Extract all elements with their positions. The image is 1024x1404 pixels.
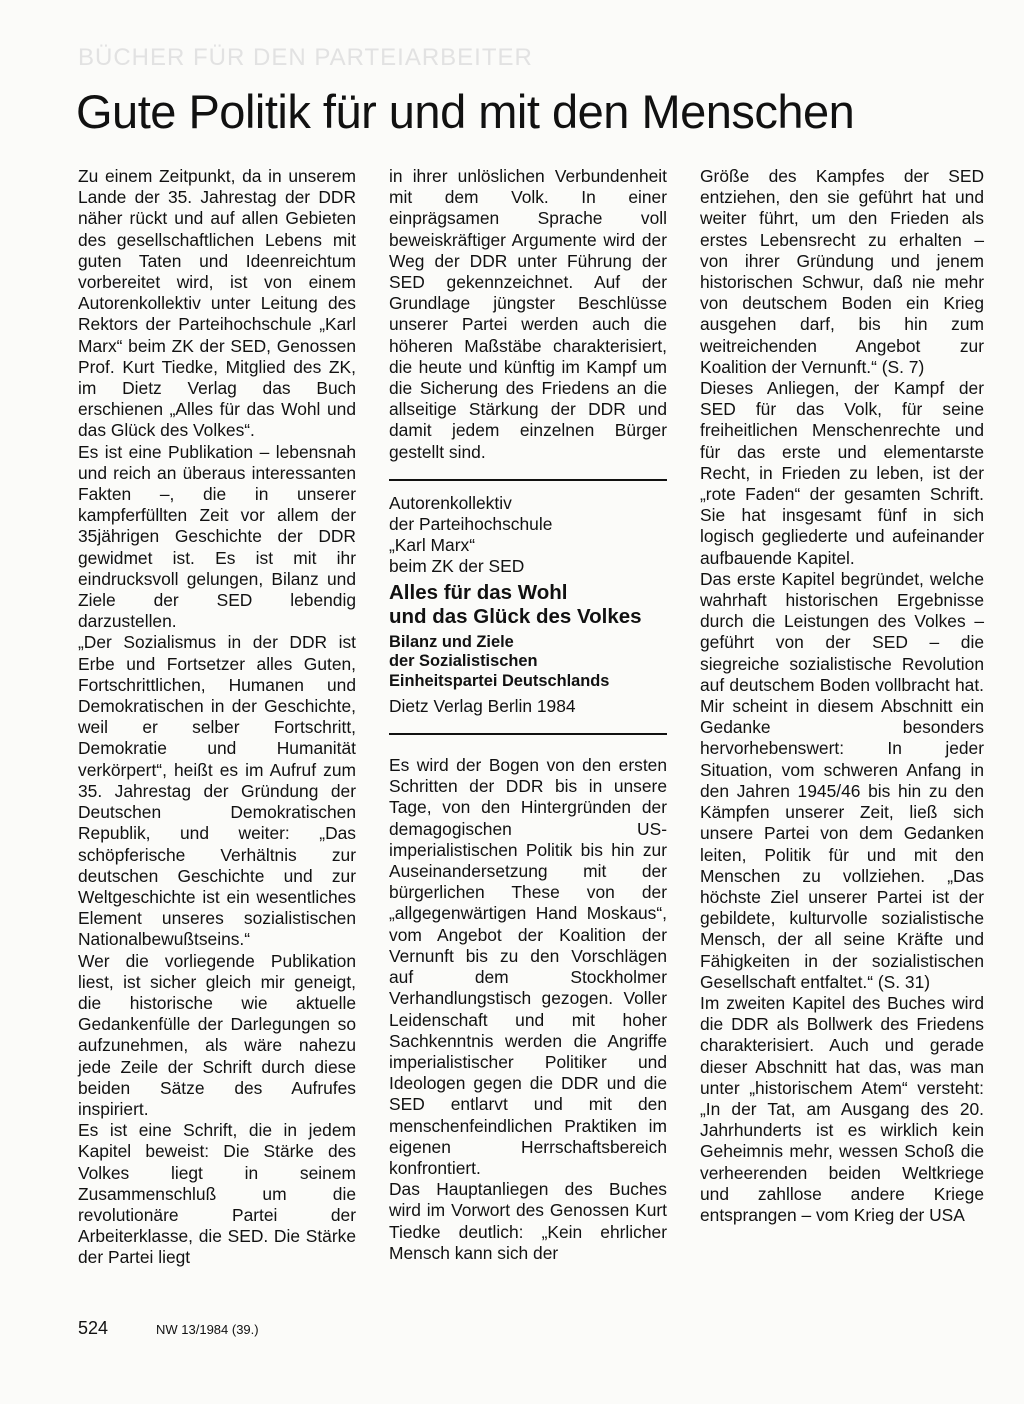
paragraph: Zu einem Zeitpunkt, da in unserem Lande der 35. Jahrestag der DDR näher rückt und auf allen Gebieten des gesellschaftlichen Lebens mit guten Taten und Ideenreichtum vorbereitet wird, ist von einem Autorenkollektiv unter Leitung des Rektors der Parteihochschule „Karl Marx“ beim ZK der SED, Genossen Prof. Kurt Tiedke, Mitglied des ZK, im Dietz Verlag das Buch erschienen „Alles für das Wohl und das Glück des Volkes“. bbox=[78, 166, 356, 441]
book-author-line: beim ZK der SED bbox=[389, 555, 525, 576]
book-subtitle-line: der Sozialistischen bbox=[389, 652, 538, 671]
book-title-line: Alles für das Wohl bbox=[389, 580, 568, 604]
paragraph: Es ist eine Publikation – lebensnah und reich an überaus interessanten Fakten –, die in unserer kampferfüllten Zeit vor allem der 35jährigen Geschichte der DDR gewidmet ist. Es ist mit ihr eindrucksvoll gelungen, Bilanz und Ziele der SED lebendig darzustellen. bbox=[78, 441, 356, 632]
book-title bbox=[389, 581, 667, 629]
text-column-1 bbox=[78, 166, 356, 1269]
book-subtitle-line: Einheitspartei Deutschlands bbox=[389, 671, 610, 690]
paragraph: Es wird der Bogen von den ersten Schritten der DDR bis in unsere Tage, von den Hintergründen der demagogischen US-imperialistischen Politik bis hin zur Auseinandersetzung mit der bürgerlichen These von der „allgegenwärtigen Hand Moskaus“, vom Angebot der Koalition der Vernunft bis zu den Vorschlägen auf dem Stockholmer Verhandlungstisch gezogen. Voller Leidenschaft und mit hoher Sachkenntnis werden die Angriffe imperialistischer Politiker und Ideologen gegen die DDR und die SED entlarvt und mit den menschenfeindlichen Praktiken im eigenen Herrschaftsbereich konfrontiert. bbox=[389, 755, 667, 1178]
paragraph: Dieses Anliegen, der Kampf der SED für das Volk, für seine freiheitlichen Menschenrechte und für das erste und elementarste Recht, in Frieden zu leben, ist der „rote Faden“ der gesamten Schrift. Sie hat insgesamt fünf in sich logisch gegliederte und aufeinander aufbauende Kapitel. bbox=[700, 378, 984, 568]
book-author-line: „Karl Marx“ bbox=[389, 534, 475, 555]
text-column-2 bbox=[389, 166, 667, 1264]
paragraph: Es ist eine Schrift, die in jedem Kapitel beweist: Die Stärke des Volkes liegt in seinem Zusammenschluß um die revolutionäre Partei der Arbeiterklasse, die SED. Die Stärke der Partei liegt bbox=[78, 1120, 356, 1268]
book-subtitle-line: Bilanz und Ziele bbox=[389, 632, 514, 651]
paragraph: in ihrer unlöslichen Verbundenheit mit dem Volk. In einer einprägsamen Sprache voll beweiskräftiger Argumente wird der Weg der DDR unter Führung der SED gekennzeichnet. Auf der Grundlage jüngster Beschlüsse unserer Partei werden auch die höheren Maßstäbe charakterisiert, die heute und künftig im Kampf um die Sicherung des Friedens an die allseitige Stärkung der DDR und damit jedem einzelnen Bürger gestellt sind. bbox=[389, 166, 667, 462]
divider bbox=[389, 479, 667, 481]
paragraph: „Der Sozialismus in der DDR ist Erbe und Fortsetzer alles Guten, Fortschrittlichen, Humanen und Demokratischen in der Geschichte, weil er selber Fortschritt, Demokratie und Humanität verkörpert“, heißt es im Aufruf zum 35. Jahrestag der Gründung der Deutschen Demokratischen Republik, und weiter: „Das schöpferische Verhältnis zur deutschen Geschichte und zur Weltgeschichte ist ein wesentliches Element unseres sozialistischen Nationalbewußtseins.“ bbox=[78, 632, 356, 950]
page-number: 524 bbox=[78, 1318, 109, 1338]
issue-reference: NW 13/1984 (39.) bbox=[156, 1322, 259, 1337]
text-column-3 bbox=[700, 166, 984, 1226]
book-publisher: Dietz Verlag Berlin 1984 bbox=[389, 696, 576, 717]
book-info-box bbox=[389, 493, 667, 717]
book-author-line: Autorenkollektiv bbox=[389, 492, 512, 513]
paragraph: Das erste Kapitel begründet, welche wahrhaft historischen Ergebnisse durch die Leistungen des Volkes – geführt von der SED – die siegreiche sozialistische Revolution auf deutschem Boden vollbracht hat. Mir scheint in diesem Abschnitt ein Gedanke besonders hervorhebenswert: In jeder Situation, vom schweren Anfang in den Jahren 1945/46 bis hin zu den Kämpfen unserer Zeit, ließ sich unsere Partei von dem Gedanken leiten, Politik für und mit den Menschen zu vollziehen. „Das höchste Ziel unserer Partei ist der gebildete, kulturvolle sozialistische Mensch, der all seine Kräfte und Fähigkeiten in der sozialistischen Gesellschaft entfaltet.“ (S. 31) bbox=[700, 568, 984, 992]
paragraph: Das Hauptanliegen des Buches wird im Vorwort des Genossen Kurt Tiedke deutlich: „Kein ehrlicher Mensch kann sich der bbox=[389, 1179, 667, 1263]
paragraph: Größe des Kampfes der SED entziehen, den sie geführt hat und weiter führt, um den Frieden als erstes Lebensrecht zu erhalten – von ihrer Gründung und jenem historischen Schwur, daß nie mehr von deutschem Boden ein Krieg ausgehen darf, bis hin zum weitreichenden Angebot zur Koalition der Vernunft.“ (S. 7) bbox=[700, 166, 984, 377]
book-author-line: der Parteihochschule bbox=[389, 513, 553, 534]
article-title: Gute Politik für und mit den Menschen bbox=[76, 85, 855, 138]
paragraph: Im zweiten Kapitel des Buches wird die DDR als Bollwerk des Friedens charakterisiert. Auch und gerade dieser Abschnitt hat das, was man unter „historischem Atem“ versteht: „In der Tat, am Ausgang des 20. Jahrhunderts ist es wirklich kein Geheimnis mehr, wessen Schoß die verheerenden beiden Weltkriege und zahllose andere Kriege entsprangen – vom Krieg der USA bbox=[700, 992, 984, 1225]
divider bbox=[389, 733, 667, 735]
book-title-line: und das Glück des Volkes bbox=[389, 604, 642, 628]
section-kicker: BÜCHER FÜR DEN PARTEIARBEITER bbox=[78, 44, 533, 71]
paragraph: Wer die vorliegende Publikation liest, ist sicher gleich mir geneigt, die historische wie aktuelle Gedankenfülle der Darlegungen so aufzunehmen, als wäre nahezu jede Zeile der Schrift durch diese beiden Sätze des Aufrufes inspiriert. bbox=[78, 950, 356, 1119]
